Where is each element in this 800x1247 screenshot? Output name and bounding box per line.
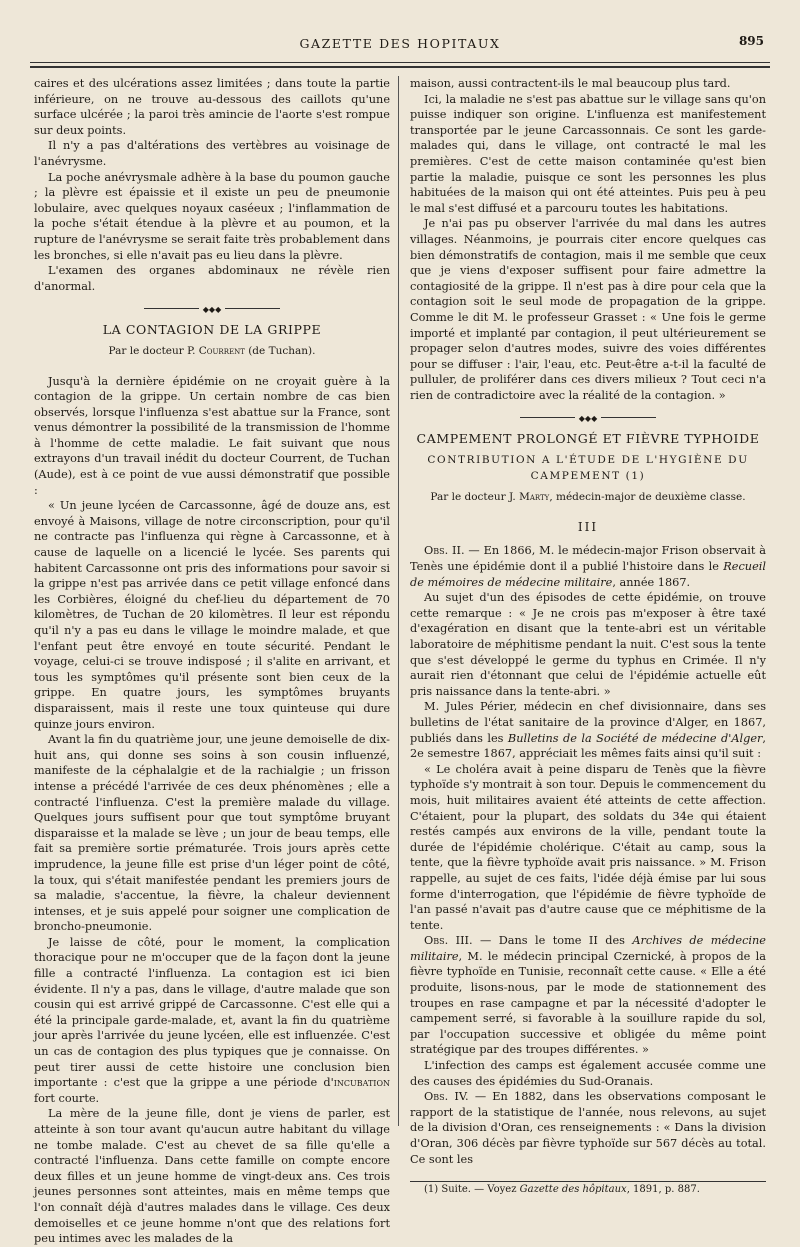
citation-title: Gazette des hôpitaux: [519, 1184, 627, 1196]
paragraph: caires et des ulcérations assez limitées ; dans toute la partie inférieure, on ne trouve au-dessous des caillots qu'une surface ulcérée ; la paroi très amincie de l'aorte s'est rompue sur deux points.: [34, 77, 390, 137]
paragraph: [410, 543, 766, 590]
paragraph-text: , 2e semestre 1867, appréciait les mêmes faits ainsi qu'il suit :: [410, 731, 767, 761]
paragraph-text: Je laisse de côté, pour le moment, la complication thoracique pour ne m'occuper que de la façon dont la jeune fille a contracté l'influenza. La contagion est ici bien évidente. Il n'y a pas, dans le village, d'autre malade que son cousin qui est arrivé grippé de Carcassonne. C'est elle qui a été la principale garde-malade, et, avant la fin du quatrième jour après l'arrivée du jeune lycéen, elle est influenzée. C'est un cas de contagion des plus typiques que je connaisse. On peut tirer aussi de cette histoire une conclusion bien importante : c'est que la grippe a une période d': [34, 935, 390, 1090]
author-name: Courrent: [198, 344, 245, 357]
right-column: [410, 76, 766, 1198]
paragraph: [410, 1089, 766, 1167]
paragraph: Il n'y a pas d'altérations des vertèbres au voisinage de l'anévrysme.: [34, 139, 390, 168]
paragraph-text: M. Jules Périer, médecin en chef divisionnaire, dans ses bulletins de l'état sanitaire de la province d'Alger, en 1867, publiés dans les: [410, 700, 766, 745]
paragraph: La poche anévrysmale adhère à la base du poumon gauche ; la plèvre est épaissie et il existe un peu de pneumonie lobulaire, avec quelques noyaux caséeux ; l'inflammation de la poche s'était étendue à la plèvre et au poumon, et la rupture de l'anévrysme se serait faite très probablement dans les bronches, si elle n'avait pas eu lieu dans la plèvre.: [34, 170, 390, 262]
byline-prefix: Par le docteur J.: [430, 491, 520, 504]
observation-label: Obs. IV.: [424, 1090, 469, 1104]
paragraph: Ici, la maladie ne s'est pas abattue sur le village sans qu'on puisse indiquer son origine. L'influenza est manifestement transportée par le jeune Carcassonnais. Ce sont les garde-malades qui, dans le village, ont contracté le mal les premières. C'est de cette maison contaminée qu'est bien partie la maladie, puisque ce sont les personnes les plus habituées de la maison qui ont été atteintes. Puis peu à peu le mal s'est diffusé et a parcouru toutes les habitations.: [410, 92, 766, 215]
article-byline: [410, 490, 766, 506]
article-title: LA CONTAGION DE LA GRIPPE: [102, 322, 322, 338]
header-rule: [30, 62, 770, 63]
paragraph: [410, 933, 766, 1058]
paragraph-text: — Dans le tome II des: [472, 934, 633, 948]
paragraph: [410, 699, 766, 761]
footnote-text: (1) Suite. — Voyez: [424, 1184, 520, 1196]
paragraph: Au sujet d'un des épisodes de cette épidémie, on trouve cette remarque : « Je ne crois pas m'exposer à être taxé d'exagération en disant que la tente-abri est un véritable laboratoire de méphitisme pendant la nuit. C'est sous la tente que s'est développé le germe du typhus en Crimée. Il n'y aurait rien d'étonnant que celui de l'épidémie actuelle eût pris naissance dans la tente-abri. »: [410, 591, 766, 698]
observation-label: Obs. III.: [424, 934, 473, 948]
page-number: 895: [738, 34, 764, 48]
paragraph: La mère de la jeune fille, dont je viens de parler, est atteinte à son tour avant qu'aucun autre habitant du village ne tombe malade. C'est au chevet de sa fille qu'elle a contracté l'influenza. Dans cette famille on compte encore deux filles et un jeune homme de vingt-deux ans. Ces trois jeunes personnes sont atteintes, mais en même temps que l'on connaît déjà d'autres malades dans le village. Ces deux demoiselles et ce jeune homme n'ont que des relations fort peu intimes avec les malades de la: [34, 1107, 390, 1246]
paragraph: [34, 935, 390, 1107]
paragraph: Jusqu'à la dernière épidémie on ne croyait guère à la contagion de la grippe. Un certain nombre de cas bien observés, lorsque l'influenza s'est abattue sur la France, sont venus démontrer la possibilité de la transmission de l'homme à l'homme de cette maladie. Le fait suivant que nous extrayons d'un travail inédit du docteur Courrent, de Tuchan (Aude), est à ce point de vue aussi démonstratif que possible :: [34, 374, 390, 497]
paragraph-text: — En 1882, dans les observations composant le rapport de la statistique de l'année, nous relevons, au sujet de la division d'Oran, ces renseignements : « Dans la division d'Oran, 306 décès par fièvre typhoïde sur 567 décès au total. Ce sont les: [410, 1090, 766, 1166]
citation-title: Bulletins de la Société de médecine d'Alger: [507, 731, 763, 745]
paragraph: « Un jeune lycéen de Carcassonne, âgé de douze ans, est envoyé à Maisons, village de notre circonscription, pour qu'il ne contracte pas l'influenza qui règne à Carcassonne, et à cause de laquelle on a licencié le lycée. Ses parents qui habitent Carcassonne ont pris des informations pour savoir si la grippe n'est pas arrivée dans ce petit village enfoncé dans les Corbières, éloigné du chef-lieu du département de 70 kilomètres, de Tuchan de 20 kilomètres. Il leur est répondu qu'il n'y a pas eu dans le village le moindre malade, et que l'enfant peut être envoyé en toute sécurité. Pendant le voyage, celui-ci se trouve indisposé ; il s'alite en arrivant, et tous les symptômes qu'il présente sont bien ceux de la grippe. En quatre jours, les symptômes bruyants disparaissent, mais il reste une toux quinteuse qui dure quinze jours environ.: [34, 499, 390, 731]
column-divider: [398, 76, 399, 1126]
header-rule-thick: [30, 66, 770, 68]
article-byline: [34, 344, 390, 360]
emphasis-text: incubation: [333, 1076, 390, 1090]
footnote-text: , 1891, p. 887.: [626, 1184, 700, 1196]
page-header: [30, 32, 770, 54]
paragraph-text: fort courte.: [34, 1091, 100, 1105]
journal-title: GAZETTE DES HOPITAUX: [299, 36, 501, 51]
footnote: [410, 1182, 766, 1198]
paragraph: maison, aussi contractent-ils le mal beaucoup plus tard.: [410, 77, 731, 90]
article-subtitle: CONTRIBUTION A L'ÉTUDE DE L'HYGIÈNE DU CAMPEMENT (1): [427, 454, 749, 482]
paragraph: « Le choléra avait à peine disparu de Tenès que la fièvre typhoïde s'y montrait à son tour. Depuis le commencement du mois, huit militaires avaient été atteints de cette affection. C'étaient, pour la plupart, des soldats du 34e qui étaient restés campés aux environs de la ville, pendant toute la durée de l'épidémie cholérique. C'était au camp, sous la tente, que la fièvre typhoïde avait pris naissance. » M. Frison rappelle, au sujet de ces faits, l'idée déjà émise par lui sous forme d'interrogation, que l'épidémie de fièvre typhoïde de l'an passé n'avait pas d'autre cause que ce méphitisme de la tente.: [410, 762, 766, 932]
section-separator: ◆◆◆: [34, 306, 390, 312]
paragraph: L'examen des organes abdominaux ne révèle rien d'anormal.: [34, 264, 390, 293]
left-column: [34, 76, 390, 1247]
paragraph: Avant la fin du quatrième jour, une jeune demoiselle de dix-huit ans, qui donne ses soins à son cousin influenzé, manifeste de la céphalalgie et de la rachialgie ; un frisson intense a précédé l'arrivée de ces deux phénomènes ; elle a contracté l'influenza. C'est la première malade du village. Quelques jours suffisent pour que tout symptôme bruyant disparaisse et la malade se lève ; un jour de beau temps, elle fait sa première sortie prématurée. Trois jours après cette imprudence, la jeune fille est prise d'un léger point de côté, la toux, qui s'était manifestée pendant les premiers jours de sa maladie, s'accentue, la fièvre, la chaleur deviennent intenses, et je suis appelé pour soigner une complication de broncho-pneumonie.: [34, 733, 390, 934]
observation-label: Obs. II.: [424, 544, 465, 558]
byline-suffix: , médecin-major de deuxième classe.: [549, 491, 746, 504]
section-number: III: [577, 519, 599, 534]
paragraph-text: — En 1866, M. le médecin-major Frison observait à Tenès une épidémie dont il a publié l'histoire dans le: [410, 544, 766, 574]
byline-prefix: Par le docteur P.: [108, 344, 199, 357]
paragraph-text: , année 1867.: [612, 575, 691, 589]
citation-title: Archives de médecine militaire: [410, 934, 766, 963]
paragraph: L'infection des camps est également accusée comme une des causes des épidémies du Sud-Oranais.: [410, 1059, 766, 1088]
article-title: CAMPEMENT PROLONGÉ ET FIÈVRE TYPHOIDE: [416, 431, 760, 447]
paragraph: Je n'ai pas pu observer l'arrivée du mal dans les autres villages. Néanmoins, je pourrais citer encore quelques cas bien démonstratifs de contagion, mais il me semble que ceux que je viens d'exposer suffisent pour faire admettre la contagiosité de la grippe. Il n'est pas à dire pour cela que la contagion soit le seul mode de propagation de la grippe. Comme le dit M. le professeur Grasset : « Une fois le germe importé et implanté par contagion, il peut ultérieurement se propager selon d'autres modes, suivre des voies différentes pour se diffuser : l'air, l'eau, etc. Peut-être a-t-il la faculté de pulluler, de proliférer dans ces divers milieux ? Tout ceci n'a rien de contradictoire avec la réalité de la contagion. »: [410, 217, 766, 402]
section-separator: ◆◆◆: [410, 415, 766, 421]
author-name: Marty: [519, 491, 550, 504]
paragraph-text: , M. le médecin principal Czernické, à propos de la fièvre typhoïde en Tunisie, reconnaît cette cause. « Elle a été produite, lisons-nous, par le mode de stationnement des troupes en rase campagne et par la nécessité d'adopter le campement serré, si favorable à la souillure rapide du sol, par l'occupation successive et obligée du même point stratégique par des troupes différentes. »: [410, 949, 766, 1057]
byline-suffix: (de Tuchan).: [244, 344, 316, 357]
citation-title: Recueil de mémoires de médecine militaire: [410, 560, 766, 589]
